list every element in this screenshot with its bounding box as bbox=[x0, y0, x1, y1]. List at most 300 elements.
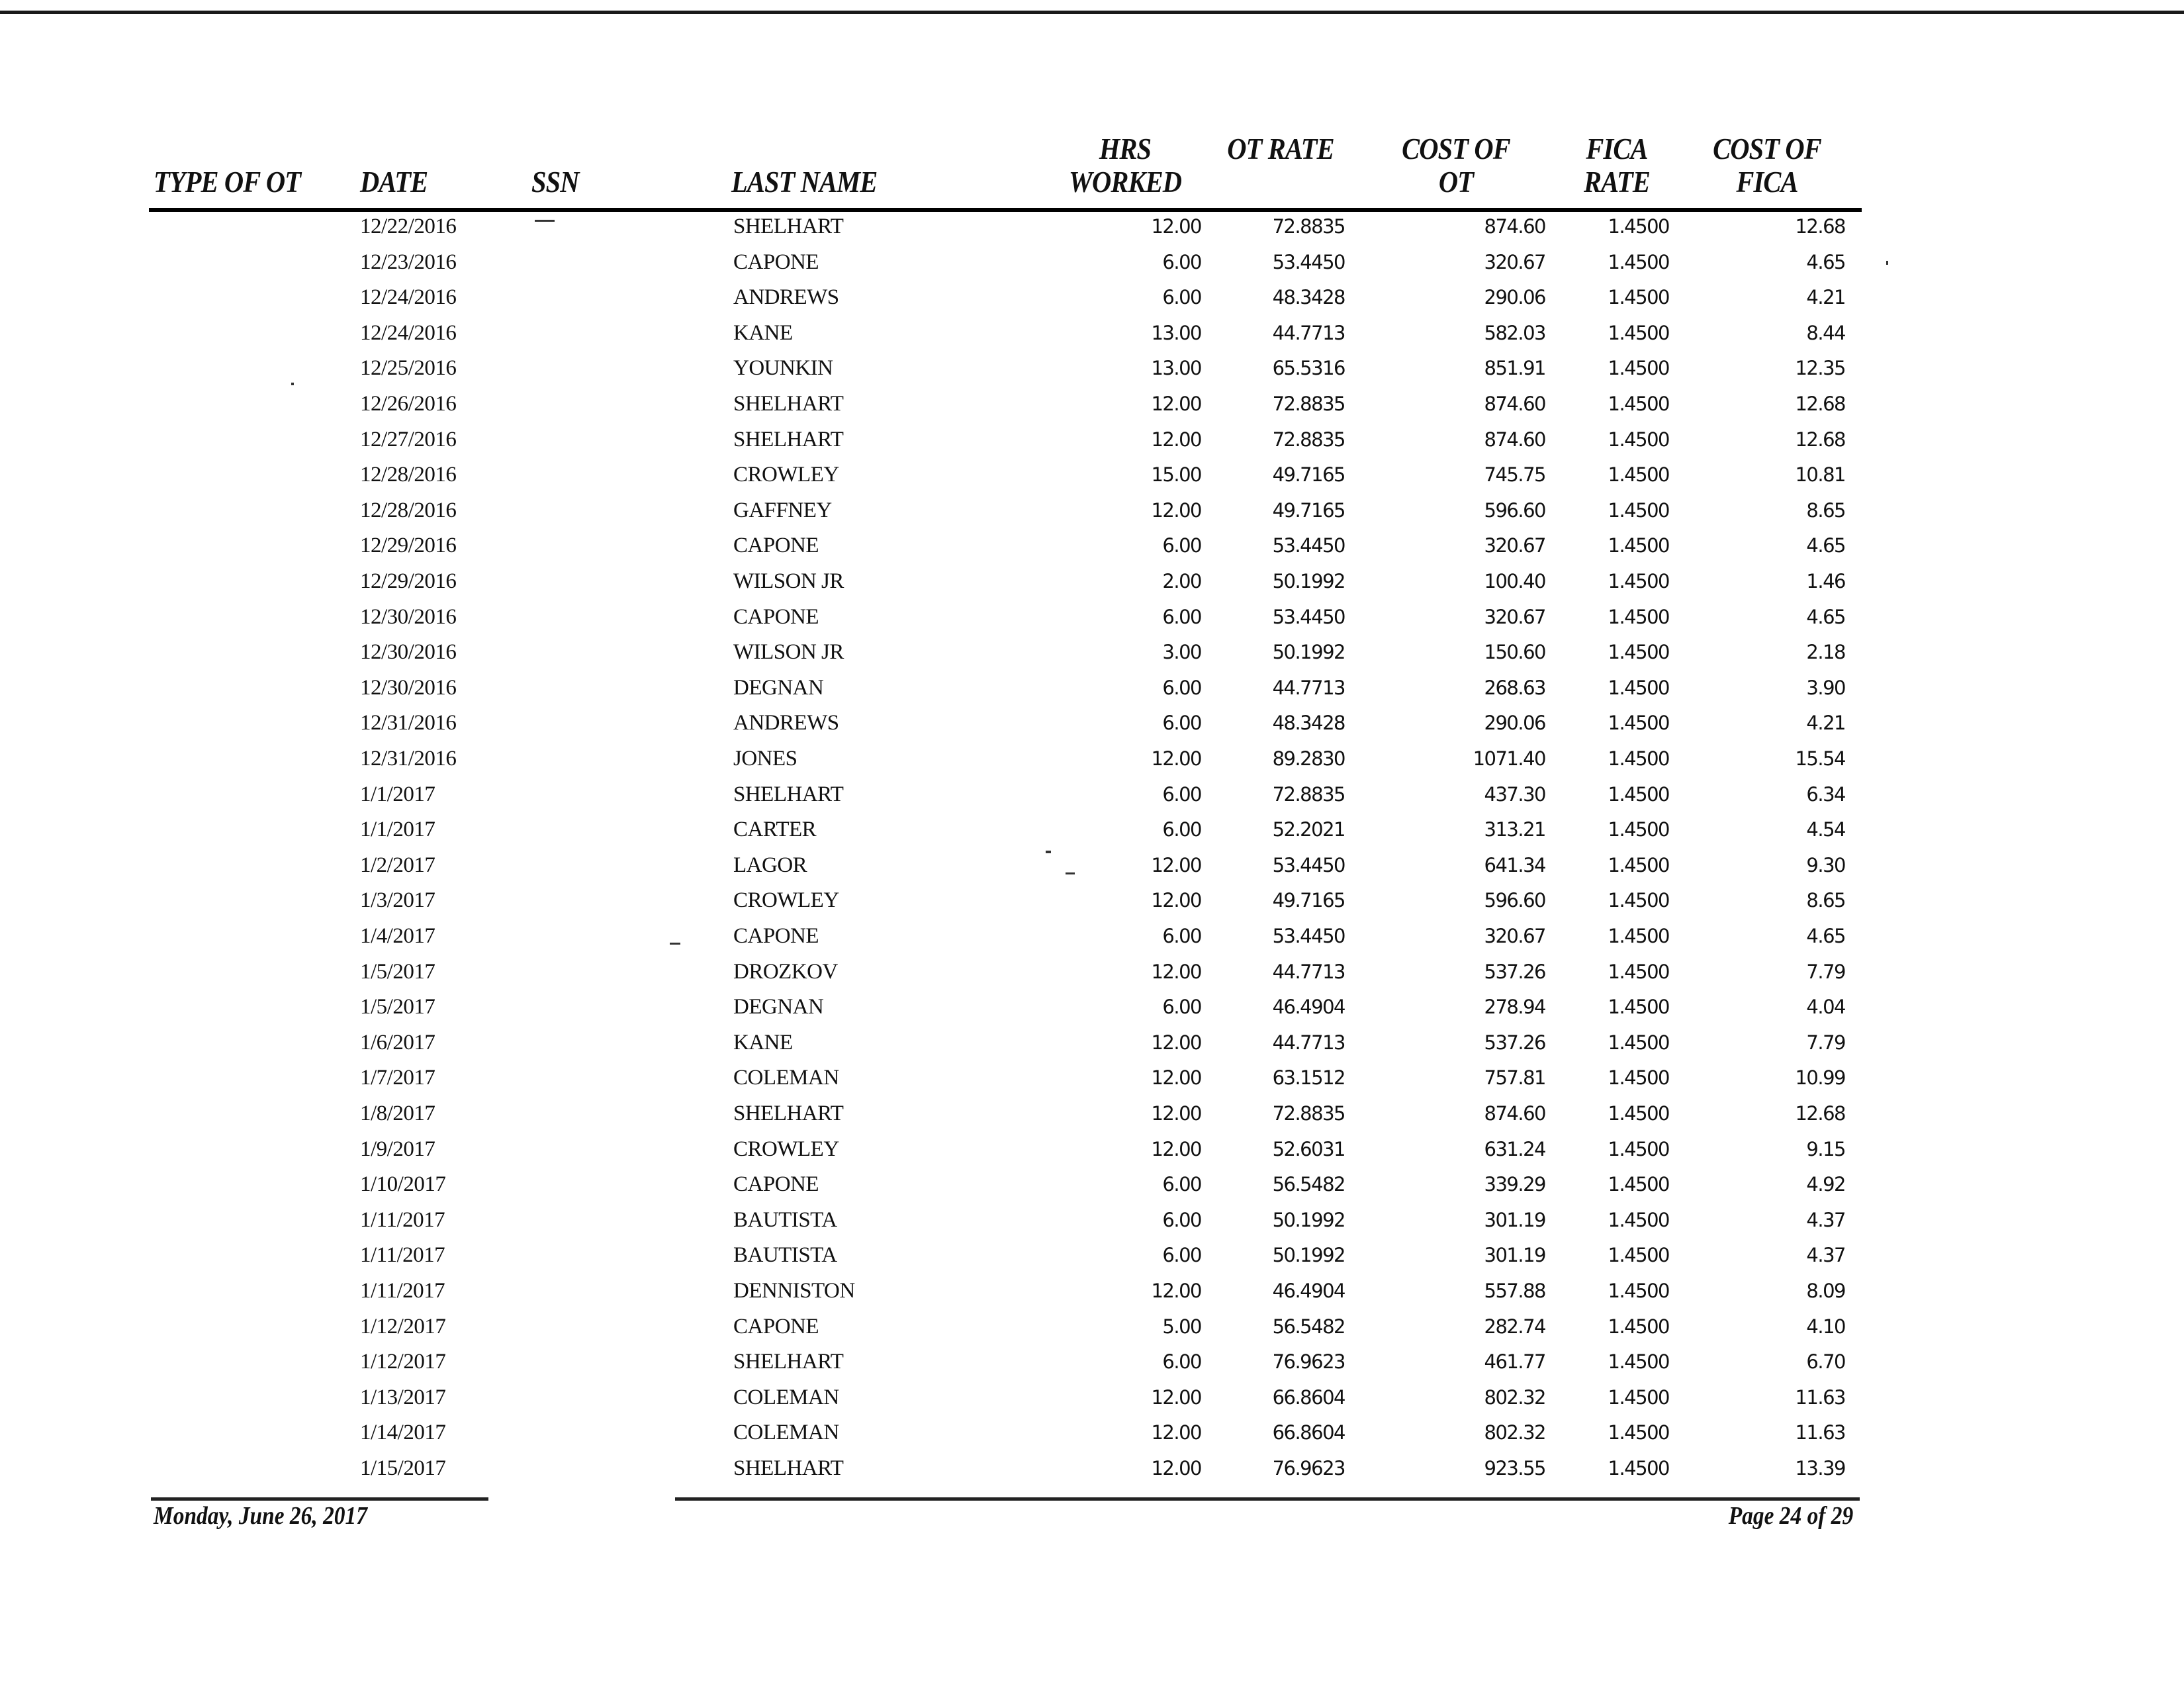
cell-ot-rate: 44.7713 bbox=[1272, 676, 1345, 699]
cell-fica-rate: 1.4500 bbox=[1608, 321, 1669, 344]
table-row bbox=[0, 1207, 2184, 1243]
cell-last-name: SHELHART bbox=[733, 427, 844, 451]
cell-date: 12/31/2016 bbox=[360, 747, 457, 771]
cell-cost-of-fica: 4.54 bbox=[1806, 818, 1845, 841]
cell-fica-rate: 1.4500 bbox=[1608, 463, 1669, 487]
cell-ot-rate: 66.8604 bbox=[1272, 1421, 1345, 1444]
cell-hrs-worked: 6.00 bbox=[1162, 676, 1201, 699]
table-row bbox=[0, 1171, 2184, 1207]
cell-hrs-worked: 12.00 bbox=[1151, 1137, 1201, 1160]
cell-fica-rate: 1.4500 bbox=[1608, 712, 1669, 735]
cell-cost-of-fica: 8.44 bbox=[1806, 321, 1845, 344]
cell-hrs-worked: 12.00 bbox=[1151, 747, 1201, 770]
footer-divider-left bbox=[151, 1497, 488, 1501]
cell-date: 12/27/2016 bbox=[360, 427, 457, 451]
scan-speck bbox=[1886, 261, 1888, 265]
cell-date: 12/23/2016 bbox=[360, 250, 457, 274]
cell-fica-rate: 1.4500 bbox=[1608, 1244, 1669, 1267]
cell-cost-of-fica: 4.37 bbox=[1806, 1244, 1845, 1267]
cell-fica-rate: 1.4500 bbox=[1608, 1280, 1669, 1302]
cell-fica-rate: 1.4500 bbox=[1608, 357, 1669, 380]
cell-date: 12/26/2016 bbox=[360, 392, 457, 416]
cell-last-name: COLEMAN bbox=[733, 1385, 839, 1409]
cell-hrs-worked: 13.00 bbox=[1151, 357, 1201, 380]
cell-ot-rate: 76.9623 bbox=[1272, 1457, 1345, 1479]
cell-cost-of-ot: 320.67 bbox=[1484, 925, 1545, 947]
cell-last-name: BAUTISTA bbox=[733, 1207, 837, 1232]
cell-fica-rate: 1.4500 bbox=[1608, 1385, 1669, 1409]
cell-cost-of-ot: 851.91 bbox=[1484, 357, 1545, 380]
cell-hrs-worked: 12.00 bbox=[1151, 889, 1201, 912]
cell-cost-of-ot: 437.30 bbox=[1484, 782, 1545, 806]
cell-ot-rate: 72.8835 bbox=[1272, 428, 1345, 451]
cell-cost-of-ot: 802.32 bbox=[1484, 1385, 1545, 1409]
cell-fica-rate: 1.4500 bbox=[1608, 960, 1669, 983]
cell-fica-rate: 1.4500 bbox=[1608, 925, 1669, 947]
cell-ot-rate: 72.8835 bbox=[1272, 782, 1345, 806]
scan-speck bbox=[670, 943, 680, 945]
header-date: DATE bbox=[360, 165, 428, 199]
cell-ot-rate: 53.4450 bbox=[1272, 605, 1345, 628]
table-row bbox=[0, 1384, 2184, 1420]
cell-hrs-worked: 2.00 bbox=[1162, 570, 1201, 592]
cell-cost-of-ot: 874.60 bbox=[1484, 393, 1545, 415]
cell-hrs-worked: 6.00 bbox=[1162, 782, 1201, 806]
cell-fica-rate: 1.4500 bbox=[1608, 1066, 1669, 1090]
cell-date: 12/30/2016 bbox=[360, 640, 457, 665]
cell-date: 1/11/2017 bbox=[360, 1243, 445, 1268]
cell-hrs-worked: 3.00 bbox=[1162, 641, 1201, 664]
table-row bbox=[0, 532, 2184, 568]
cell-cost-of-fica: 1.46 bbox=[1806, 570, 1845, 592]
cell-cost-of-fica: 11.63 bbox=[1795, 1385, 1845, 1409]
cell-ot-rate: 49.7165 bbox=[1272, 463, 1345, 487]
cell-cost-of-fica: 8.09 bbox=[1806, 1280, 1845, 1302]
cell-last-name: CROWLEY bbox=[733, 888, 839, 913]
table-row bbox=[0, 461, 2184, 497]
cell-last-name: DROZKOV bbox=[733, 959, 838, 984]
cell-date: 12/28/2016 bbox=[360, 463, 457, 487]
cell-fica-rate: 1.4500 bbox=[1608, 1102, 1669, 1125]
table-row bbox=[0, 675, 2184, 710]
cell-cost-of-fica: 4.04 bbox=[1806, 996, 1845, 1019]
cell-date: 1/11/2017 bbox=[360, 1207, 445, 1232]
cell-ot-rate: 53.4450 bbox=[1272, 925, 1345, 947]
header-divider bbox=[149, 208, 1862, 212]
cell-fica-rate: 1.4500 bbox=[1608, 393, 1669, 415]
cell-cost-of-ot: 278.94 bbox=[1484, 996, 1545, 1019]
cell-cost-of-ot: 874.60 bbox=[1484, 428, 1545, 451]
cell-last-name: SHELHART bbox=[733, 214, 844, 238]
cell-date: 1/12/2017 bbox=[360, 1314, 446, 1338]
cell-date: 1/6/2017 bbox=[360, 1030, 435, 1055]
cell-ot-rate: 44.7713 bbox=[1272, 321, 1345, 344]
scan-speck bbox=[535, 220, 555, 222]
scan-speck bbox=[291, 383, 294, 385]
cell-hrs-worked: 6.00 bbox=[1162, 534, 1201, 557]
cell-date: 12/25/2016 bbox=[360, 356, 457, 381]
cell-date: 1/4/2017 bbox=[360, 924, 435, 948]
cell-last-name: SHELHART bbox=[733, 1102, 844, 1125]
cell-cost-of-fica: 9.30 bbox=[1806, 853, 1845, 876]
table-row bbox=[0, 1064, 2184, 1100]
cell-last-name: CROWLEY bbox=[733, 1137, 839, 1161]
cell-fica-rate: 1.4500 bbox=[1608, 889, 1669, 912]
cell-hrs-worked: 12.00 bbox=[1151, 428, 1201, 451]
cell-last-name: YOUNKIN bbox=[733, 356, 833, 381]
cell-date: 1/14/2017 bbox=[360, 1421, 446, 1445]
cell-date: 1/7/2017 bbox=[360, 1066, 435, 1090]
cell-last-name: ANDREWS bbox=[733, 285, 839, 310]
cell-date: 1/15/2017 bbox=[360, 1456, 446, 1480]
cell-cost-of-ot: 301.19 bbox=[1484, 1244, 1545, 1267]
cell-ot-rate: 46.4904 bbox=[1272, 996, 1345, 1019]
cell-fica-rate: 1.4500 bbox=[1608, 641, 1669, 664]
table-row bbox=[0, 852, 2184, 888]
table-row bbox=[0, 781, 2184, 817]
cell-cost-of-ot: 320.67 bbox=[1484, 250, 1545, 273]
cell-cost-of-ot: 582.03 bbox=[1484, 321, 1545, 344]
cell-cost-of-fica: 4.21 bbox=[1806, 286, 1845, 309]
cell-ot-rate: 50.1992 bbox=[1272, 1208, 1345, 1231]
cell-fica-rate: 1.4500 bbox=[1608, 250, 1669, 273]
cell-cost-of-ot: 313.21 bbox=[1484, 818, 1545, 841]
cell-ot-rate: 76.9623 bbox=[1272, 1350, 1345, 1374]
cell-ot-rate: 50.1992 bbox=[1272, 1244, 1345, 1267]
cell-cost-of-fica: 12.35 bbox=[1795, 357, 1845, 380]
cell-cost-of-ot: 537.26 bbox=[1484, 1031, 1545, 1054]
cell-last-name: LAGOR bbox=[733, 853, 807, 877]
cell-fica-rate: 1.4500 bbox=[1608, 428, 1669, 451]
cell-cost-of-ot: 1071.40 bbox=[1473, 747, 1545, 770]
footer-page-number: Page 24 of 29 bbox=[1728, 1502, 1853, 1530]
cell-last-name: SHELHART bbox=[733, 1456, 844, 1480]
cell-date: 1/5/2017 bbox=[360, 995, 435, 1019]
scan-speck bbox=[1046, 851, 1051, 853]
table-row bbox=[0, 1419, 2184, 1455]
header-ot-rate: OT RATE bbox=[1227, 132, 1334, 165]
cell-cost-of-fica: 9.15 bbox=[1806, 1137, 1845, 1160]
cell-hrs-worked: 6.00 bbox=[1162, 818, 1201, 841]
cell-date: 1/8/2017 bbox=[360, 1102, 435, 1125]
cell-cost-of-ot: 268.63 bbox=[1484, 676, 1545, 699]
cell-last-name: CAPONE bbox=[733, 924, 819, 948]
cell-cost-of-fica: 4.65 bbox=[1806, 925, 1845, 947]
cell-cost-of-ot: 757.81 bbox=[1484, 1066, 1545, 1090]
cell-last-name: COLEMAN bbox=[733, 1066, 839, 1090]
cell-ot-rate: 49.7165 bbox=[1272, 889, 1345, 912]
cell-ot-rate: 89.2830 bbox=[1272, 747, 1345, 770]
header-ssn: SSN bbox=[531, 165, 579, 199]
cell-cost-of-fica: 15.54 bbox=[1795, 747, 1845, 770]
cell-hrs-worked: 6.00 bbox=[1162, 996, 1201, 1019]
cell-hrs-worked: 6.00 bbox=[1162, 925, 1201, 947]
cell-date: 12/24/2016 bbox=[360, 285, 457, 310]
cell-hrs-worked: 12.00 bbox=[1151, 1066, 1201, 1090]
cell-cost-of-ot: 641.34 bbox=[1484, 853, 1545, 876]
cell-hrs-worked: 12.00 bbox=[1151, 960, 1201, 983]
cell-cost-of-ot: 290.06 bbox=[1484, 286, 1545, 309]
cell-cost-of-ot: 923.55 bbox=[1484, 1457, 1545, 1479]
cell-ot-rate: 56.5482 bbox=[1272, 1173, 1345, 1196]
cell-fica-rate: 1.4500 bbox=[1608, 1315, 1669, 1338]
table-row bbox=[0, 284, 2184, 320]
header-hrs-worked-line2: WORKED bbox=[1068, 165, 1182, 199]
cell-cost-of-fica: 4.21 bbox=[1806, 712, 1845, 735]
cell-hrs-worked: 12.00 bbox=[1151, 1280, 1201, 1302]
cell-last-name: SHELHART bbox=[733, 392, 844, 416]
cell-cost-of-fica: 12.68 bbox=[1795, 1102, 1845, 1125]
table-row bbox=[0, 1242, 2184, 1278]
cell-fica-rate: 1.4500 bbox=[1608, 818, 1669, 841]
cell-last-name: BAUTISTA bbox=[733, 1243, 837, 1268]
cell-hrs-worked: 6.00 bbox=[1162, 605, 1201, 628]
table-row bbox=[0, 568, 2184, 604]
scan-edge-line bbox=[0, 11, 2184, 14]
cell-ot-rate: 44.7713 bbox=[1272, 1031, 1345, 1054]
table-row bbox=[0, 320, 2184, 355]
footer-report-date: Monday, June 26, 2017 bbox=[154, 1502, 367, 1530]
cell-ot-rate: 66.8604 bbox=[1272, 1385, 1345, 1409]
table-row bbox=[0, 639, 2184, 675]
cell-last-name: DEGNAN bbox=[733, 995, 824, 1019]
cell-cost-of-fica: 4.37 bbox=[1806, 1208, 1845, 1231]
cell-ot-rate: 44.7713 bbox=[1272, 960, 1345, 983]
cell-hrs-worked: 6.00 bbox=[1162, 1244, 1201, 1267]
cell-fica-rate: 1.4500 bbox=[1608, 605, 1669, 628]
cell-hrs-worked: 15.00 bbox=[1151, 463, 1201, 487]
table-row bbox=[0, 1348, 2184, 1384]
cell-last-name: CAPONE bbox=[733, 250, 819, 274]
cell-fica-rate: 1.4500 bbox=[1608, 782, 1669, 806]
cell-ot-rate: 53.4450 bbox=[1272, 534, 1345, 557]
cell-cost-of-ot: 301.19 bbox=[1484, 1208, 1545, 1231]
cell-fica-rate: 1.4500 bbox=[1608, 1208, 1669, 1231]
cell-last-name: KANE bbox=[733, 1030, 793, 1055]
cell-cost-of-fica: 8.65 bbox=[1806, 889, 1845, 912]
header-fica-rate-line1: FICA bbox=[1586, 132, 1648, 165]
cell-cost-of-fica: 4.92 bbox=[1806, 1173, 1845, 1196]
cell-date: 12/29/2016 bbox=[360, 534, 457, 558]
table-row bbox=[0, 604, 2184, 639]
cell-hrs-worked: 12.00 bbox=[1151, 393, 1201, 415]
cell-fica-rate: 1.4500 bbox=[1608, 1031, 1669, 1054]
cell-cost-of-ot: 339.29 bbox=[1484, 1173, 1545, 1196]
cell-last-name: ANDREWS bbox=[733, 711, 839, 735]
table-row bbox=[0, 1029, 2184, 1065]
cell-hrs-worked: 6.00 bbox=[1162, 712, 1201, 735]
cell-cost-of-ot: 596.60 bbox=[1484, 889, 1545, 912]
cell-cost-of-ot: 320.67 bbox=[1484, 605, 1545, 628]
cell-fica-rate: 1.4500 bbox=[1608, 534, 1669, 557]
cell-fica-rate: 1.4500 bbox=[1608, 498, 1669, 522]
cell-ot-rate: 53.4450 bbox=[1272, 853, 1345, 876]
cell-cost-of-fica: 6.70 bbox=[1806, 1350, 1845, 1374]
cell-cost-of-fica: 10.81 bbox=[1795, 463, 1845, 487]
cell-last-name: KANE bbox=[733, 320, 793, 345]
cell-date: 12/31/2016 bbox=[360, 711, 457, 735]
cell-date: 12/22/2016 bbox=[360, 214, 457, 238]
cell-last-name: DEGNAN bbox=[733, 675, 824, 700]
cell-date: 1/11/2017 bbox=[360, 1279, 445, 1303]
header-type-of-ot: TYPE OF OT bbox=[154, 165, 301, 199]
cell-date: 1/10/2017 bbox=[360, 1172, 446, 1197]
header-last-name: LAST NAME bbox=[731, 165, 878, 199]
cell-cost-of-fica: 4.10 bbox=[1806, 1315, 1845, 1338]
cell-cost-of-fica: 11.63 bbox=[1795, 1421, 1845, 1444]
cell-last-name: GAFFNEY bbox=[733, 498, 832, 522]
cell-cost-of-fica: 2.18 bbox=[1806, 641, 1845, 664]
cell-ot-rate: 46.4904 bbox=[1272, 1280, 1345, 1302]
cell-hrs-worked: 12.00 bbox=[1151, 1102, 1201, 1125]
cell-cost-of-ot: 596.60 bbox=[1484, 498, 1545, 522]
cell-ot-rate: 50.1992 bbox=[1272, 570, 1345, 592]
cell-ot-rate: 52.2021 bbox=[1272, 818, 1345, 841]
table-row bbox=[0, 816, 2184, 852]
header-cost-of-fica-line1: COST OF bbox=[1713, 132, 1821, 165]
table-row bbox=[0, 745, 2184, 781]
scan-speck bbox=[1066, 872, 1075, 874]
cell-date: 12/24/2016 bbox=[360, 320, 457, 345]
cell-date: 12/30/2016 bbox=[360, 675, 457, 700]
cell-ot-rate: 48.3428 bbox=[1272, 712, 1345, 735]
cell-cost-of-ot: 290.06 bbox=[1484, 712, 1545, 735]
cell-last-name: CAPONE bbox=[733, 1172, 819, 1197]
cell-cost-of-fica: 4.65 bbox=[1806, 250, 1845, 273]
cell-ot-rate: 63.1512 bbox=[1272, 1066, 1345, 1090]
cell-hrs-worked: 6.00 bbox=[1162, 250, 1201, 273]
cell-fica-rate: 1.4500 bbox=[1608, 215, 1669, 238]
cell-ot-rate: 72.8835 bbox=[1272, 215, 1345, 238]
table-row bbox=[0, 959, 2184, 994]
cell-ot-rate: 50.1992 bbox=[1272, 641, 1345, 664]
cell-last-name: SHELHART bbox=[733, 1350, 844, 1374]
cell-last-name: CARTER bbox=[733, 818, 817, 842]
cell-cost-of-ot: 745.75 bbox=[1484, 463, 1545, 487]
cell-cost-of-fica: 7.79 bbox=[1806, 960, 1845, 983]
cell-last-name: CAPONE bbox=[733, 1314, 819, 1338]
cell-hrs-worked: 6.00 bbox=[1162, 1173, 1201, 1196]
cell-date: 12/29/2016 bbox=[360, 569, 457, 593]
table-row bbox=[0, 213, 2184, 249]
cell-fica-rate: 1.4500 bbox=[1608, 1350, 1669, 1374]
cell-hrs-worked: 6.00 bbox=[1162, 286, 1201, 309]
cell-cost-of-ot: 631.24 bbox=[1484, 1137, 1545, 1160]
cell-cost-of-ot: 557.88 bbox=[1484, 1280, 1545, 1302]
cell-hrs-worked: 12.00 bbox=[1151, 498, 1201, 522]
cell-hrs-worked: 6.00 bbox=[1162, 1350, 1201, 1374]
cell-date: 1/2/2017 bbox=[360, 853, 435, 877]
cell-cost-of-ot: 100.40 bbox=[1484, 570, 1545, 592]
header-cost-of-ot-line1: COST OF bbox=[1402, 132, 1510, 165]
table-row bbox=[0, 1278, 2184, 1313]
cell-hrs-worked: 12.00 bbox=[1151, 1421, 1201, 1444]
cell-last-name: SHELHART bbox=[733, 782, 844, 806]
cell-last-name: COLEMAN bbox=[733, 1421, 839, 1445]
cell-cost-of-fica: 12.68 bbox=[1795, 215, 1845, 238]
cell-fica-rate: 1.4500 bbox=[1608, 1457, 1669, 1479]
cell-hrs-worked: 12.00 bbox=[1151, 853, 1201, 876]
cell-hrs-worked: 5.00 bbox=[1162, 1315, 1201, 1338]
cell-cost-of-fica: 3.90 bbox=[1806, 676, 1845, 699]
cell-ot-rate: 65.5316 bbox=[1272, 357, 1345, 380]
cell-fica-rate: 1.4500 bbox=[1608, 1137, 1669, 1160]
cell-cost-of-fica: 10.99 bbox=[1795, 1066, 1845, 1090]
table-row bbox=[0, 887, 2184, 923]
cell-cost-of-ot: 874.60 bbox=[1484, 215, 1545, 238]
table-row bbox=[0, 391, 2184, 426]
cell-date: 1/3/2017 bbox=[360, 888, 435, 913]
cell-date: 1/1/2017 bbox=[360, 818, 435, 842]
cell-hrs-worked: 12.00 bbox=[1151, 1031, 1201, 1054]
cell-cost-of-ot: 537.26 bbox=[1484, 960, 1545, 983]
cell-hrs-worked: 13.00 bbox=[1151, 321, 1201, 344]
cell-cost-of-fica: 12.68 bbox=[1795, 393, 1845, 415]
cell-date: 1/5/2017 bbox=[360, 959, 435, 984]
cell-cost-of-ot: 874.60 bbox=[1484, 1102, 1545, 1125]
cell-hrs-worked: 12.00 bbox=[1151, 1457, 1201, 1479]
cell-date: 12/28/2016 bbox=[360, 498, 457, 522]
cell-cost-of-fica: 12.68 bbox=[1795, 428, 1845, 451]
cell-ot-rate: 56.5482 bbox=[1272, 1315, 1345, 1338]
cell-ot-rate: 72.8835 bbox=[1272, 1102, 1345, 1125]
cell-fica-rate: 1.4500 bbox=[1608, 996, 1669, 1019]
cell-hrs-worked: 12.00 bbox=[1151, 215, 1201, 238]
cell-fica-rate: 1.4500 bbox=[1608, 676, 1669, 699]
cell-ot-rate: 48.3428 bbox=[1272, 286, 1345, 309]
cell-date: 1/1/2017 bbox=[360, 782, 435, 806]
cell-last-name: JONES bbox=[733, 747, 797, 771]
cell-cost-of-fica: 4.65 bbox=[1806, 605, 1845, 628]
header-cost-of-fica-line2: FICA bbox=[1736, 165, 1798, 199]
cell-last-name: WILSON JR bbox=[733, 569, 844, 593]
cell-fica-rate: 1.4500 bbox=[1608, 570, 1669, 592]
cell-cost-of-fica: 13.39 bbox=[1795, 1457, 1845, 1479]
table-row bbox=[0, 497, 2184, 533]
table-row bbox=[0, 923, 2184, 959]
cell-last-name: CAPONE bbox=[733, 604, 819, 629]
table-row bbox=[0, 1136, 2184, 1172]
cell-ot-rate: 49.7165 bbox=[1272, 498, 1345, 522]
table-row bbox=[0, 1455, 2184, 1491]
header-hrs-worked-line1: HRS bbox=[1099, 132, 1152, 165]
cell-last-name: CAPONE bbox=[733, 534, 819, 558]
table-row bbox=[0, 1313, 2184, 1349]
cell-date: 1/12/2017 bbox=[360, 1350, 446, 1374]
cell-ot-rate: 53.4450 bbox=[1272, 250, 1345, 273]
cell-cost-of-ot: 320.67 bbox=[1484, 534, 1545, 557]
cell-fica-rate: 1.4500 bbox=[1608, 286, 1669, 309]
cell-hrs-worked: 6.00 bbox=[1162, 1208, 1201, 1231]
table-row bbox=[0, 710, 2184, 745]
header-cost-of-ot-line2: OT bbox=[1438, 165, 1474, 199]
cell-cost-of-ot: 282.74 bbox=[1484, 1315, 1545, 1338]
cell-cost-of-ot: 802.32 bbox=[1484, 1421, 1545, 1444]
cell-cost-of-fica: 8.65 bbox=[1806, 498, 1845, 522]
cell-hrs-worked: 12.00 bbox=[1151, 1385, 1201, 1409]
cell-fica-rate: 1.4500 bbox=[1608, 853, 1669, 876]
header-fica-rate-line2: RATE bbox=[1584, 165, 1650, 199]
cell-last-name: DENNISTON bbox=[733, 1279, 855, 1303]
table-row bbox=[0, 426, 2184, 462]
cell-cost-of-fica: 6.34 bbox=[1806, 782, 1845, 806]
cell-cost-of-fica: 4.65 bbox=[1806, 534, 1845, 557]
cell-cost-of-ot: 461.77 bbox=[1484, 1350, 1545, 1374]
cell-fica-rate: 1.4500 bbox=[1608, 1421, 1669, 1444]
cell-date: 1/13/2017 bbox=[360, 1385, 446, 1409]
cell-ot-rate: 72.8835 bbox=[1272, 393, 1345, 415]
cell-last-name: CROWLEY bbox=[733, 463, 839, 487]
